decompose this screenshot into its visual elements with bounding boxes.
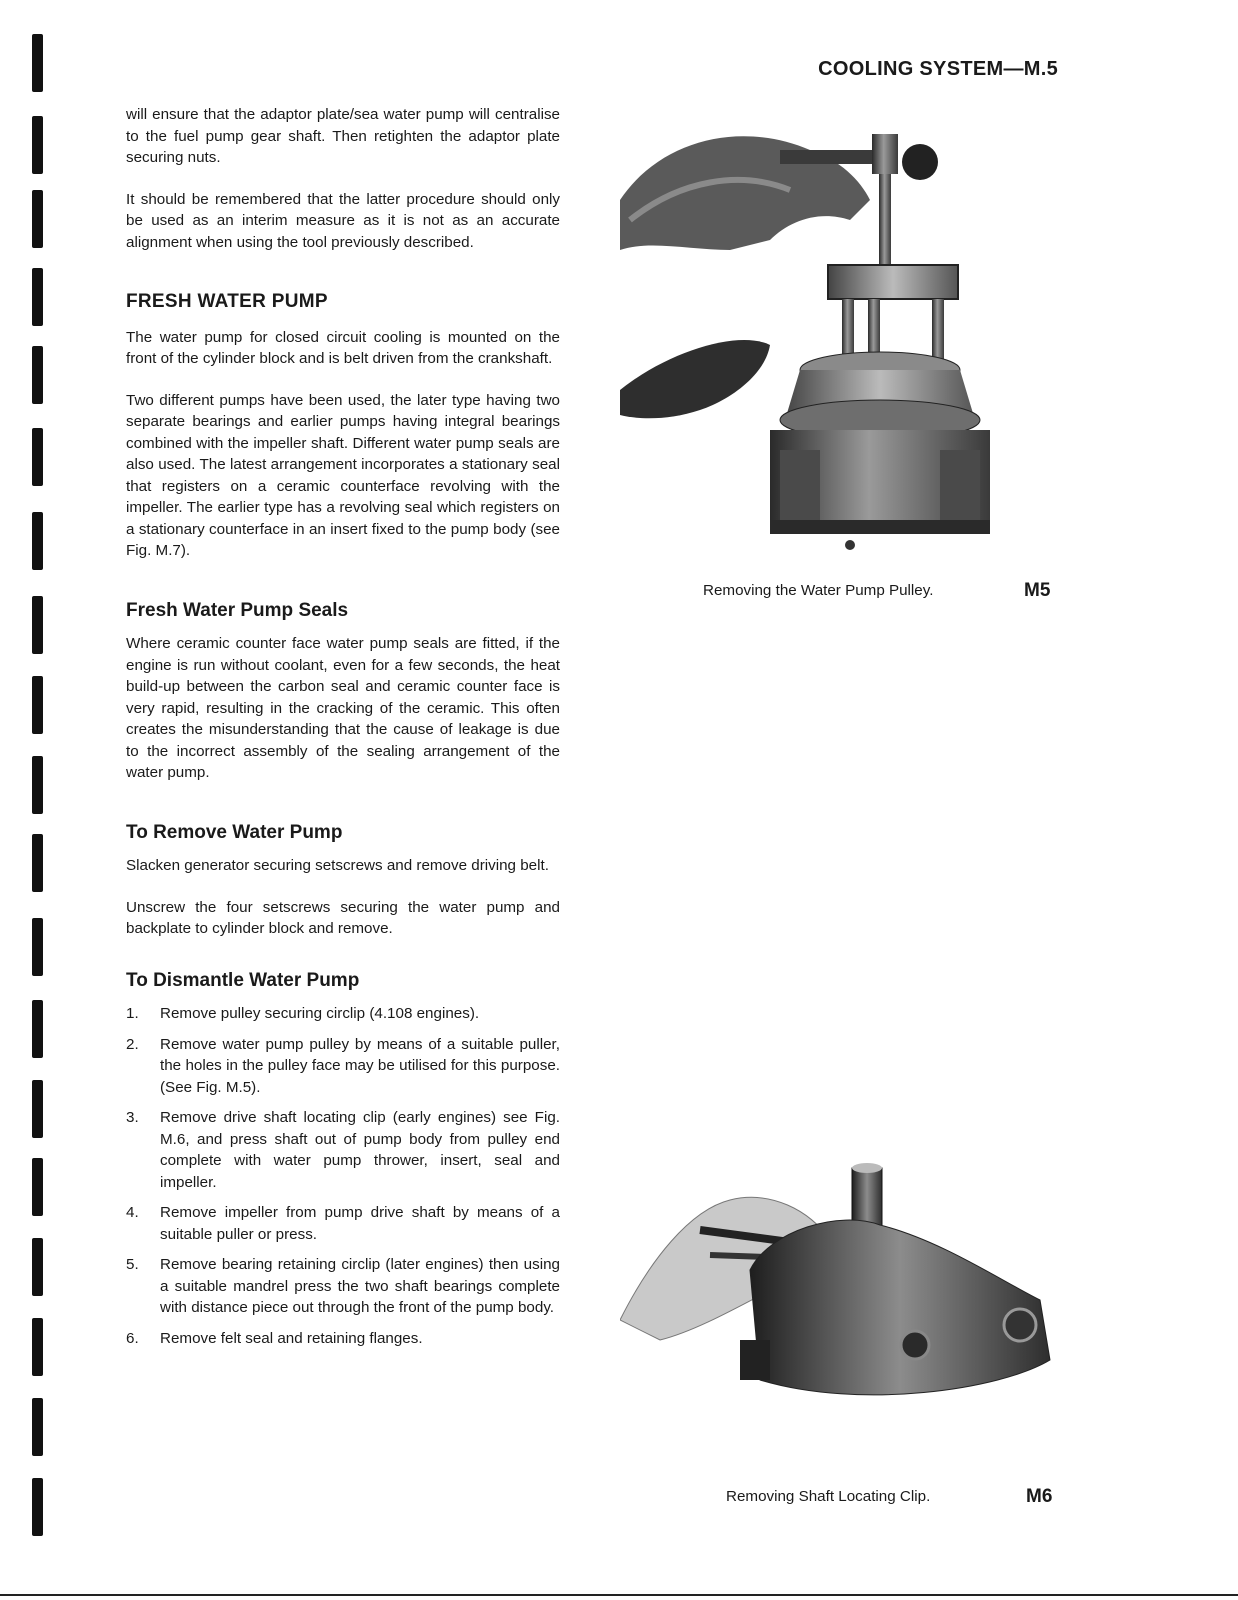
list-item: 1. Remove pulley securing circlip (4.108 engines). [126,1005,480,1022]
figure-m6-caption: Removing Shaft Locating Clip. [726,1488,931,1505]
figure-m6-label: M6 [1026,1486,1053,1507]
list-item: 4. Remove impeller from pump drive shaft by means of a suitable puller or press. [126,1204,560,1243]
section-heading-remove: To Remove Water Pump [126,821,343,843]
binding-holes [28,0,48,1600]
dismantle-steps [126,1003,560,1349]
remove-paragraph-2: Unscrew the four setscrews securing the water pump and backplate to cylinder block and remove. [126,898,560,937]
list-item: 2. Remove water pump pulley by means of a suitable puller, the holes in the pulley face may be utilised for this purpose. (See Fig. M.5). [126,1035,560,1096]
list-item: 6. Remove felt seal and retaining flanges. [126,1329,423,1347]
seals-paragraph: Where ceramic counter face water pump seals are fitted, if the engine is run without coolant, even for a few seconds, the heat build-up between the carbon seal and ceramic counter face is very rapid, resulting in the cracking of the ceramic. This often creates the misunderstanding that the cause of leakage is due to the incorrect assembly of the sealing arrangement of the water pump. [126,635,560,781]
page-bottom-rule [0,1594,1238,1596]
figure-m5-photo [620,100,1040,570]
figure-m5-label: M5 [1024,580,1051,601]
intro-paragraph-2: It should be remembered that the latter procedure should only be used as an interim measure as it is not as an accurate alignment when using the tool previously described. [126,190,560,251]
figure-m5-caption: Removing the Water Pump Pulley. [703,582,934,599]
remove-paragraph-1: Slacken generator securing setscrews and remove driving belt. [126,857,549,874]
list-item: 5. Remove bearing retaining circlip (later engines) then using a suitable mandrel press the two shaft bearings complete with distance piece out through the front of the pump body. [126,1256,560,1316]
page-header: COOLING SYSTEM—M.5 [818,58,1058,80]
section-heading-dismantle: To Dismantle Water Pump [126,969,360,991]
list-item: 3. Remove drive shaft locating clip (early engines) see Fig. M.6, and press shaft out of pump body from pulley end complete with water pump thrower, insert, seal and impeller. [126,1109,560,1191]
section-heading-fresh-water-pump: FRESH WATER PUMP [126,291,328,312]
fresh-water-pump-paragraph-1: The water pump for closed circuit cooling is mounted on the front of the cylinder block and is belt driven from the crankshaft. [126,328,560,367]
figure-m6-photo [620,1140,1060,1410]
fresh-water-pump-paragraph-2: Two different pumps have been used, the later type having two separate bearings and earlier pumps having integral bearings combined with the impeller shaft. Different water pump seals are also used. The latest arrangement incorporates a stationary seal that registers on a ceramic counterface revolving with the impeller. The earlier type has a revolving seal which registers on a stationary counterface in an insert fixed to the pump body (see Fig. M.7). [126,391,560,559]
section-heading-seals: Fresh Water Pump Seals [126,599,349,621]
intro-paragraph-1: will ensure that the adaptor plate/sea water pump will centralise to the fuel pump gear shaft. Then retighten the adaptor plate securing nuts. [126,106,560,166]
left-column [126,104,560,1358]
